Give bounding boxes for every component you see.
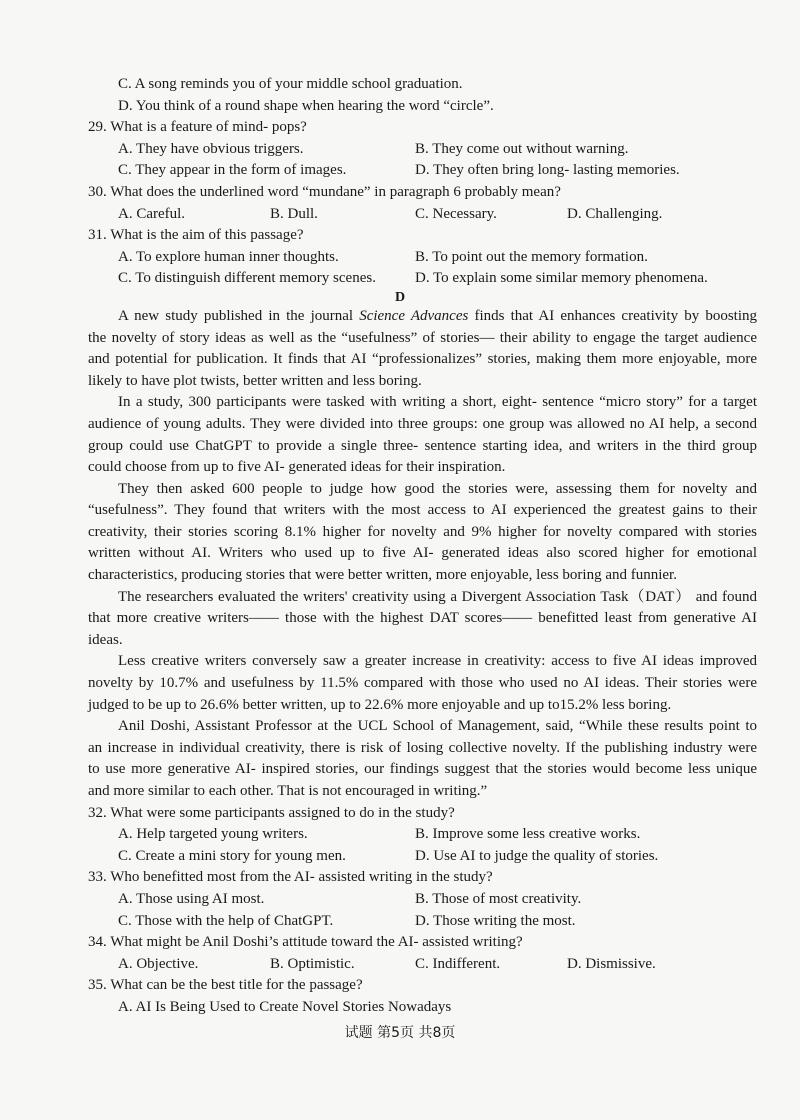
option-row (0, 997, 800, 1019)
passage-line: A new study published in the journal Science Advances finds that AI enhances creativity by boosting (118, 307, 757, 324)
passage-line: Anil Doshi, Assistant Professor at the UCL School of Management, said, “While these results point to (118, 718, 757, 735)
option: C. A song reminds you of your middle school graduation. (118, 76, 463, 92)
option: C. Those with the help of ChatGPT. (118, 912, 334, 929)
question-stem: 33. Who benefitted most from the AI- assisted writing in the study? (88, 869, 493, 886)
passage-line: judged to be up to 26.6% better written, up to 22.6% more enjoyable and up to15.2% less boring. (88, 696, 672, 713)
page-footer: 试题 第5页 共8页 (344, 1025, 456, 1041)
passage-line: They then asked 600 people to judge how good the stories were, assessing them for novelty and (118, 480, 757, 497)
passage-line: novelty by 10.7% and usefulness by 11.5% compared with those who used no AI ideas. Their stories were (88, 675, 757, 692)
passage-line: that more creative writers—— those with the highest DAT scores—— benefitted least from generative AI (88, 610, 757, 627)
option: A. They have obvious triggers. (118, 140, 304, 157)
option: B. To point out the memory formation. (415, 248, 648, 265)
option: A. Objective. (118, 955, 199, 972)
option: C. Indifferent. (415, 955, 501, 972)
passage-line: and more similar to each other. That is not encouraged in writing.” (88, 783, 488, 799)
question-stem: 34. What might be Anil Doshi’s attitude toward the AI- assisted writing? (88, 934, 523, 951)
option: D. Challenging. (567, 205, 663, 222)
option-row (0, 889, 800, 911)
option-row (0, 824, 800, 846)
option: A. To explore human inner thoughts. (118, 248, 339, 265)
option: D. To explain some similar memory phenomena. (415, 270, 708, 287)
option: C. To distinguish different memory scenes. (118, 270, 376, 287)
exam-page (0, 74, 800, 1019)
passage-line: In a study, 300 participants were tasked with writing a short, eight- sentence “micro story” for a target (118, 394, 757, 411)
option: A. Help targeted young writers. (118, 826, 308, 843)
option-row (0, 846, 800, 868)
option: A. Those using AI most. (118, 890, 265, 907)
question-stem: 30. What does the underlined word “mundane” in paragraph 6 probably mean? (88, 183, 561, 200)
passage-line: the novelty of story ideas as well as the “usefulness” of stories— their ability to engage the target audience (88, 329, 757, 346)
passage-line: audience of young adults. They were divided into three groups: one group was allowed no AI help, a second (88, 415, 757, 432)
option: A. Careful. (118, 205, 186, 222)
passage-line: and potential for publication. It finds that AI “professionalizes” stories, making them more enjoyable, more (88, 351, 757, 368)
option: B. Optimistic. (270, 955, 355, 972)
option: D. Dismissive. (567, 955, 656, 972)
passage-line: ideas. (88, 631, 123, 648)
option: C. Create a mini story for young men. (118, 847, 346, 864)
option-row (0, 911, 800, 933)
option-row (0, 954, 800, 976)
passage (0, 306, 800, 803)
option: B. Those of most creativity. (415, 890, 582, 907)
option: C. They appear in the form of images. (118, 162, 347, 179)
passage-line: Less creative writers conversely saw a greater increase in creativity: access to five AI ideas improved (118, 653, 757, 670)
passage-line: The researchers evaluated the writers' creativity using a Divergent Association Task（DAT） and found (118, 588, 757, 605)
passage-line: to use more generative AI- inspired stories, our findings suggest that the stories would become less unique (88, 761, 757, 778)
option: A. AI Is Being Used to Create Novel Stories Nowadays (118, 998, 452, 1015)
option: D. They often bring long- lasting memories. (415, 162, 680, 179)
passage-line: group could use ChatGPT to provide a single three- sentence starting idea, and writers in the third group (88, 437, 757, 454)
passage-line: “usefulness”. They found that writers with the most access to AI experienced the greatest gains to their (88, 502, 757, 519)
passage-line: creativity, their stories scoring 8.1% higher for novelty and 9% higher for novelty compared with stories (88, 523, 757, 540)
passage-line: an increase in individual creativity, there is risk of losing collective novelty. If the publishing industry were (88, 739, 757, 756)
option: D. You think of a round shape when hearing the word “circle”. (118, 97, 494, 114)
question-stem: 29. What is a feature of mind- pops? (88, 119, 307, 136)
option: B. They come out without warning. (415, 140, 629, 157)
option: C. Necessary. (415, 205, 497, 222)
option: B. Improve some less creative works. (415, 826, 641, 843)
section-label: D (394, 289, 406, 305)
passage-line: written without AI. Writers who used up to five AI- generated ideas also scored higher for emotional (88, 545, 757, 562)
option: B. Dull. (270, 205, 318, 222)
journal-name: Science Advances (359, 307, 469, 324)
question-stem: 31. What is the aim of this passage? (88, 227, 304, 244)
passage-line: could choose from up to five AI- generated ideas for their inspiration. (88, 459, 506, 476)
option: D. Those writing the most. (415, 912, 576, 929)
question-stem: 35. What can be the best title for the passage? (88, 977, 363, 994)
passage-line: characteristics, producing stories that were better written, more enjoyable, less boring and funnier. (88, 567, 677, 584)
question-stem: 32. What were some participants assigned to do in the study? (88, 804, 455, 821)
passage-line: likely to have plot twists, better written and less boring. (88, 372, 422, 389)
option: D. Use AI to judge the quality of stories. (415, 847, 659, 864)
